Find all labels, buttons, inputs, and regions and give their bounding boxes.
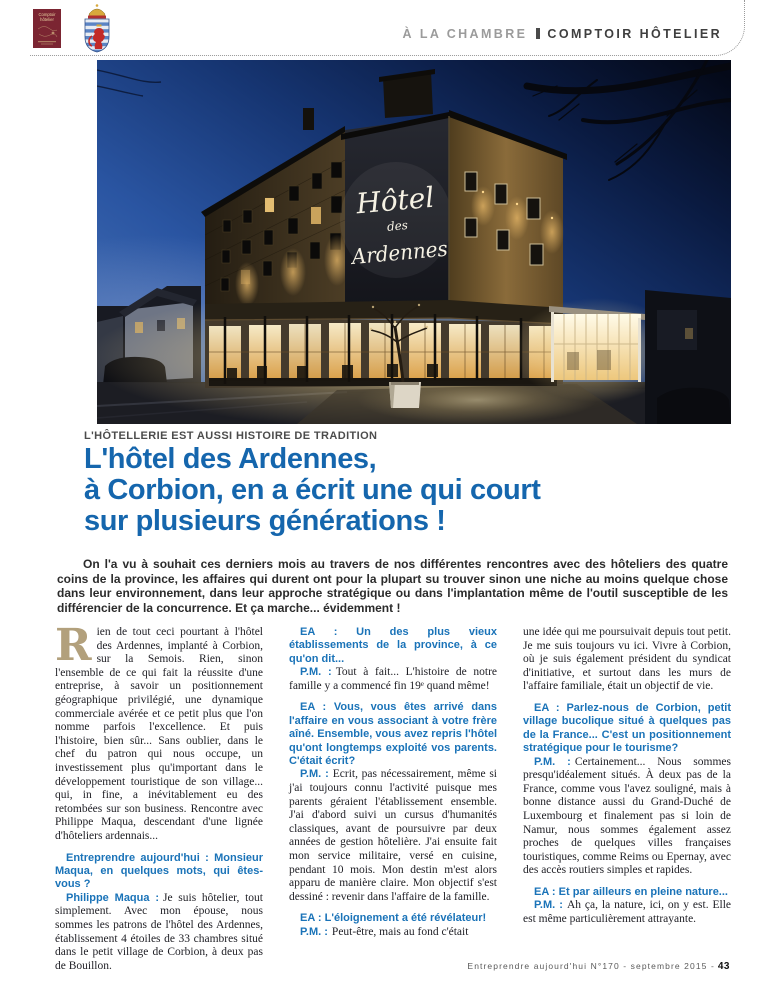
lead-paragraph: On l'a vu à souhait ces derniers mois au travers de nos différentes rencontres avec des hôteliers des quatre coins de la province, les affaires qui durent ont pour la plupart su trouver sinon une niche au moins quelque chose dans leur environnement, dans leur approche stratégique ou dans l'implantation même de l'outil susceptible de les différencier de la concurrence. Et ça marche... évidemment ! bbox=[57, 557, 728, 615]
lit-window bbox=[311, 207, 321, 224]
luxembourg-crest-logo bbox=[82, 3, 112, 53]
comptoir-logo-text-2: hôtelier bbox=[40, 17, 54, 22]
page-footer bbox=[467, 961, 730, 972]
interview-answer: Philippe Maqua : Je suis hôtelier, tout simplement. Avec mon épouse, nous sommes les patrons de l'hôtel des Ardennes, établissement 4 étoiles de 33 chambres situé dans le petit village de Corbion, à deux pas de Bouillon. bbox=[55, 891, 263, 972]
comptoir-logo-text-1: Comptoir bbox=[38, 12, 56, 17]
section-header bbox=[403, 27, 722, 41]
interview-question: EA : Vous, vous êtes arrivé dans l'affaire en vous associant à votre frère aîné. Ensemble, vous avez repris l'hôtel qu'ont longtemps exploité vos parents. C'était écrit? bbox=[289, 701, 497, 768]
interview-question: EA : Un des plus vieux établissements de la province, à ce qu'on dit... bbox=[289, 626, 497, 665]
title-line-3: sur plusieurs générations ! bbox=[84, 505, 446, 537]
speaker-label: P.M. : bbox=[300, 666, 332, 679]
interview-question: EA : L'éloignement a été révélateur! bbox=[300, 912, 487, 925]
hotel-sign-line3: Ardennes bbox=[350, 236, 454, 269]
article-title bbox=[84, 444, 541, 537]
interview-question: EA : Parlez-nous de Corbion, petit village bucolique situé à quelques pas de la France... C'est un positionnement stratégique pour le tourisme? bbox=[523, 701, 731, 755]
parked-car-right bbox=[657, 388, 731, 424]
speaker-label: P.M. : bbox=[534, 899, 563, 912]
column-1 bbox=[55, 620, 263, 972]
title-line-1: L'hôtel des Ardennes, bbox=[84, 443, 377, 475]
speaker-label: P.M. : bbox=[300, 768, 329, 781]
footer-text: Entreprendre aujourd'hui N°170 - septembre 2015 - bbox=[467, 961, 715, 971]
interview-answer: P.M. : Certainement... Nous sommes presqu'idéalement situés. À deux pas de la France, comme vous l'avez souligné, mais à bonne distance aussi du Grand-Duché de Luxembourg et finalement pas si loin de Namur, nous sommes également assez proches de quelques villes françaises touristiques, comme Reims ou Epernay, avec des accès routiers simples et rapides. bbox=[523, 755, 731, 877]
drop-cap: R bbox=[55, 620, 92, 671]
hotel-sign-line2: des bbox=[386, 218, 409, 234]
interview-answer: P.M. : Ah ça, la nature, ici, on y est. Elle est même particulièrement attrayante. bbox=[523, 899, 731, 925]
lit-window bbox=[265, 198, 274, 212]
speaker-label: P.M. : bbox=[534, 755, 571, 768]
interview-question: EA : Et par ailleurs en pleine nature... bbox=[534, 885, 728, 898]
interview-question: Entreprendre aujourd'hui : Monsieur Maqua, en quelques mots, qui êtes-vous ? bbox=[55, 851, 263, 891]
rubric-name: COMPTOIR HÔTELIER bbox=[547, 27, 722, 41]
interview-answer: P.M. : Tout à fait... L'histoire de notre famille y a commencé fin 19ᵉ quand même! bbox=[289, 666, 498, 692]
interview-answer: P.M. : Ecrit, pas nécessairement, même si j'ai toujours connu l'activité puisque mes parents géraient l'établissement ensemble. J'ai d'abord suivi un cursus d'humanités classiques, avant de poursuivre par deux années de gestion hôtelière. J'ai ensuite fait mon service militaire, versé en cuisine, pendant 10 mois. Mon destin m'est alors apparu de manière claire. Mon objectif s'est dessiné : revenir dans l'affaire de la famille. bbox=[289, 768, 497, 903]
page-number: 43 bbox=[717, 961, 730, 972]
section-name: À LA CHAMBRE bbox=[402, 27, 528, 41]
crest-shield-icon bbox=[85, 19, 109, 53]
column-2 bbox=[289, 626, 497, 962]
kicker: L'HÔTELLERIE EST AUSSI HISTOIRE DE TRADITION bbox=[84, 430, 378, 442]
crest-crown-icon bbox=[88, 4, 106, 18]
comptoir-hotelier-logo bbox=[33, 9, 61, 48]
opening-paragraph: Rien de tout ceci pourtant à l'hôtel des Ardennes, implanté à Corbion, sur la Semois. Rien, sinon l'ensemble de ce qui fait la réussite d'une entreprise, à savoir un positionnement géographique privilégié, une dynamique commerciale avérée et ce petit plus que l'on nomme parfois l'excellence. Et puis l'histoire, bien sûr... Sans oublier, dans le chef du patron qui nous occupe, un investissement plus qu'important dans le développement touristique de son village... qui, in fine, a inévitablement eu des retombées sur son business. Rencontre avec Philippe Maqua, descendant d'une lignée d'hôteliers ardennais... bbox=[55, 620, 263, 842]
speaker-label: P.M. : bbox=[300, 925, 328, 938]
hotel-sign-line1: Hôtel bbox=[354, 180, 436, 221]
hotel-photo bbox=[97, 60, 731, 424]
header-separator-bar bbox=[536, 28, 540, 39]
speaker-label: Philippe Maqua : bbox=[66, 891, 160, 904]
interview-answer: P.M. : Peut-être, mais au fond c'était bbox=[300, 925, 469, 938]
title-line-2: à Corbion, en a écrit une qui court bbox=[84, 474, 541, 506]
column-3 bbox=[523, 626, 731, 962]
body-paragraph: une idée qui me poursuivait depuis tout petit. Je me suis toujours vu ici. Vivre à Corbion, où je suis également président du syndicat d'initiative, et surtout dans les murs de l'affaire familiale, était un objectif de vie. bbox=[523, 626, 731, 693]
